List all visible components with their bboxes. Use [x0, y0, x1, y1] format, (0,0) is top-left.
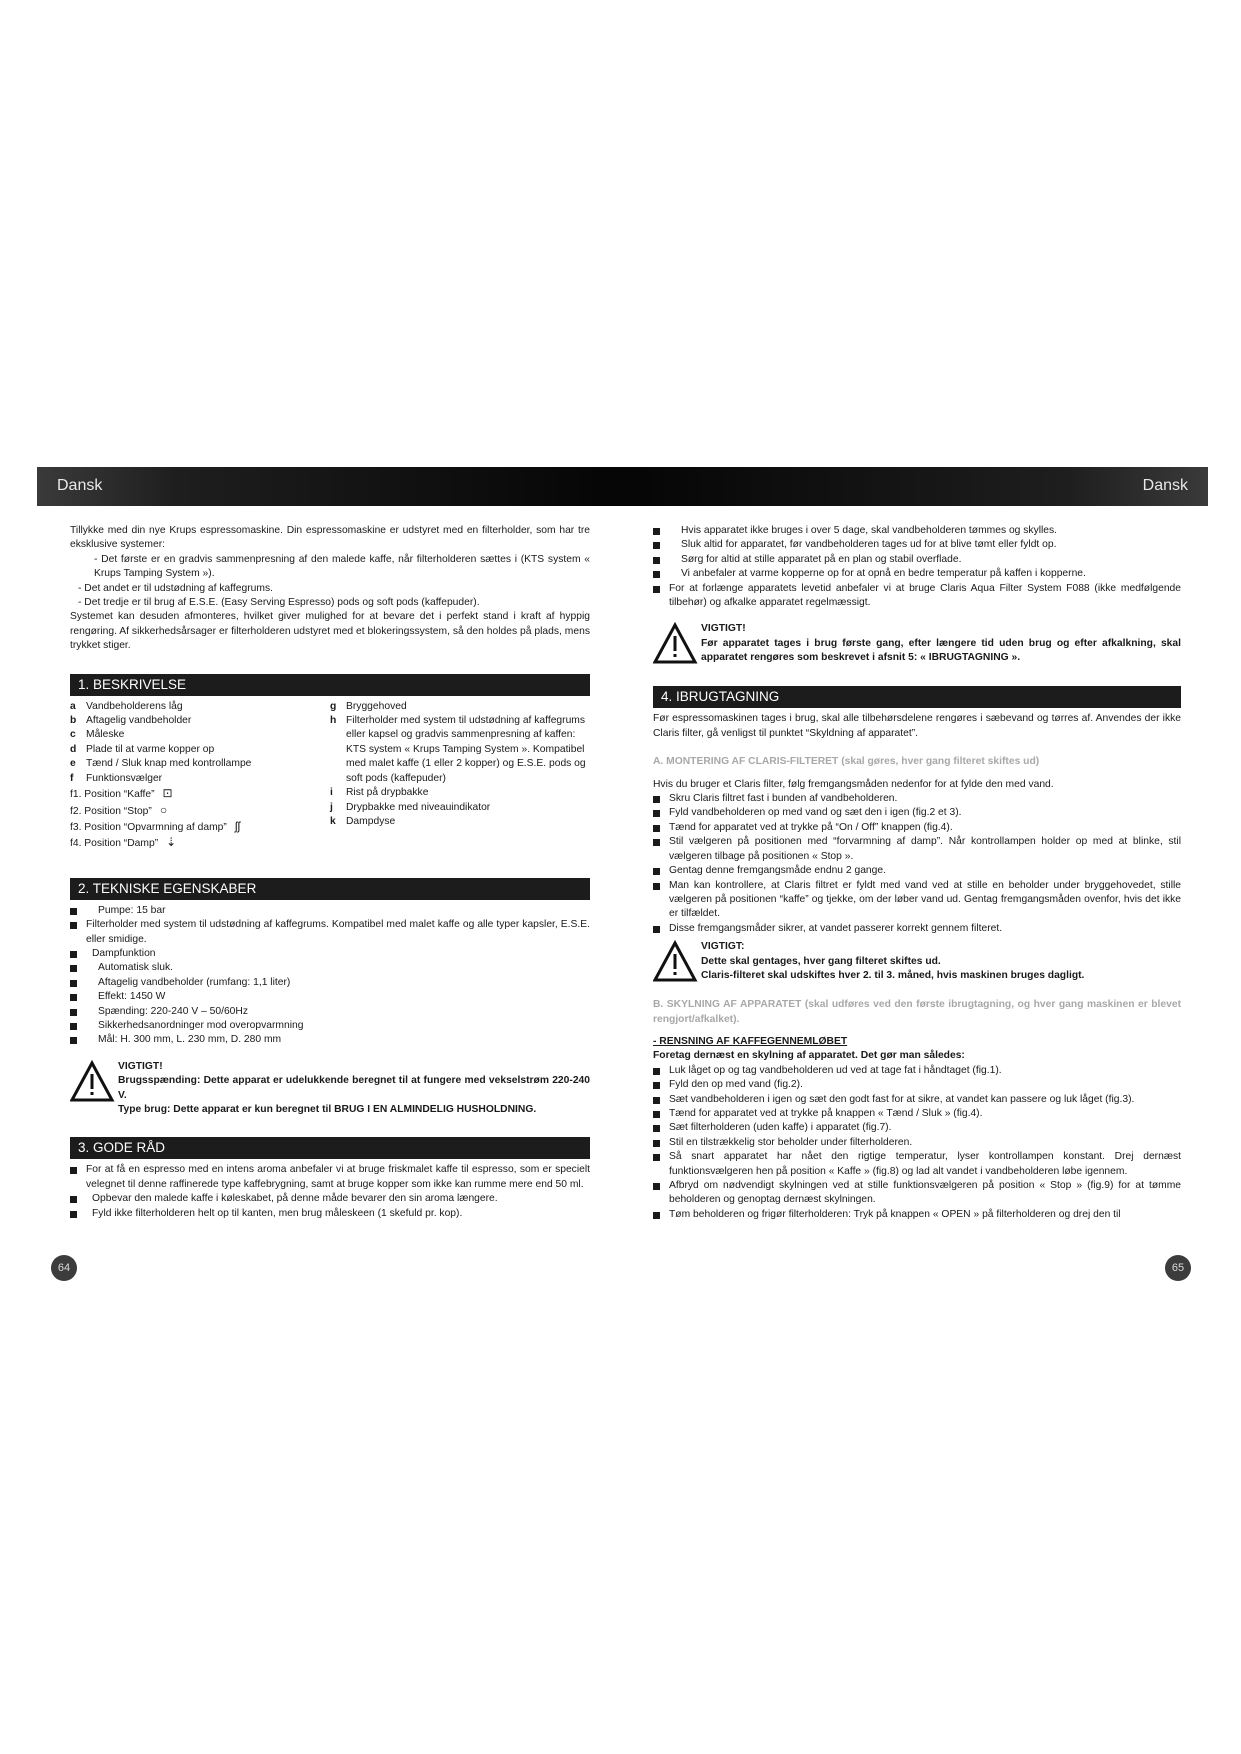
tip-item: Sluk altid for apparatet, før vandbeholderen tages ud for at blive tømt eller fyldt op. [653, 538, 1181, 552]
spec-item: Effekt: 1450 W [70, 990, 590, 1004]
desc-item-j: j Drypbakke med niveauindikator [330, 801, 491, 813]
subsection-b-title: B. SKYLNING AF APPARATET (skal udføres ved den første ibrugtagning, og hver gang maskinen er blevet rengjort/afkalket). [653, 999, 1181, 1025]
left-page [70, 524, 590, 1221]
warning-heading: VIGTIGT! [701, 623, 746, 635]
section-title-gode-rad: 3. GODE RÅD [70, 1137, 590, 1159]
desc-item-d: d Plade til at varme kopper op [70, 743, 215, 755]
subsection-a-intro: Hvis du bruger et Claris filter, følg fremgangsmåden nedenfor for at fylde den med vand. [653, 778, 1054, 790]
page-header-bar [37, 467, 1208, 506]
desc-item-h: h Filterholder med system til udstødning af kaffegrums eller kapsel og gradvis sammenpresning af kaffen: KTS system « Krups Tamping System ». Kompatibel med malet kaffe (1 eller 2 kopper) og E.S.E. pods og soft pods (kaffepuder) [330, 715, 586, 784]
step-item: Stil vælgeren på positionen med “forvarmning af damp”. Når kontrollampen holder op med at blinke, stil vælgeren tilbage på positionen « Stop ». [653, 835, 1181, 864]
step-item: Stil en tilstrækkelig stor beholder under filterholderen. [653, 1136, 1181, 1150]
step-item: Sæt filterholderen (uden kaffe) i apparatet (fig.7). [653, 1121, 1181, 1135]
warning-text: Type brug: Dette apparat er kun beregnet til BRUG I EN ALMINDELIG HUSHOLDNING. [118, 1104, 537, 1115]
stop-circle-icon: ○ [159, 802, 168, 817]
header-language-right: Dansk [1142, 477, 1188, 494]
rensning-heading: - RENSNING AF KAFFEGENNEMLØBET [653, 1035, 848, 1047]
desc-item-f2: f2. Position “Stop” ○ [70, 802, 168, 817]
step-item: Afbryd om nødvendigt skylningen ved at stille funktionsvælgeren på position « Stop » (fig.9) for at tømme beholderen og genoptag dernæst skylningen. [653, 1179, 1181, 1208]
desc-item-i: i Rist på drypbakke [330, 787, 429, 799]
steam-icon: ⇣ [166, 835, 177, 850]
desc-item-f1: f1. Position “Kaffe” ⊡ [70, 786, 173, 801]
warning-heading: VIGTIGT: [701, 941, 745, 953]
step-item: Luk låget op og tag vandbeholderen ud ved at tage fat i håndtaget (fig.1). [653, 1064, 1181, 1078]
step-item: Fyld vandbeholderen op med vand og sæt den i igen (fig.2 et 3). [653, 806, 1181, 820]
section-title-beskrivelse: 1. BESKRIVELSE [70, 674, 590, 696]
tip-item: Opbevar den malede kaffe i køleskabet, på denne måde bevarer den sin aroma længere. [70, 1192, 590, 1206]
desc-item-a: a Vandbeholderens låg [70, 700, 183, 712]
section-title-tekniske: 2. TEKNISKE EGENSKABER [70, 878, 590, 900]
page-number-right: 65 [1165, 1255, 1191, 1281]
description-left-column [70, 700, 330, 852]
intro-point-1: - Det første er en gradvis sammenpresning af den malede kaffe, når filterholderen sættes i (KTS system « Krups Tamping System »). [94, 553, 590, 580]
warning-text: Før apparatet tages i brug første gang, efter længere tid uden brug og efter afkalkning, skal apparatet rengøres som beskrevet i afsnit 5: « IBRUGTAGNING ». [701, 637, 1181, 664]
tip-item: Hvis apparatet ikke bruges i over 5 dage, skal vandbeholderen tømmes og skylles. [653, 524, 1181, 538]
tip-item: For at forlænge apparatets levetid anbefaler vi at bruge Claris Aqua Filter System F088 (ikke medfølgende tilbehør) og afkalke apparatet regelmæssigt. [653, 582, 1181, 611]
step-item: Tænd for apparatet ved at trykke på “On / Off” knappen (fig.4). [653, 821, 1181, 835]
subsection-a-title: A. MONTERING AF CLARIS-FILTERET (skal gøres, hver gang filteret skiftes ud) [653, 756, 1040, 768]
warning-text: Claris-filteret skal udskiftes hver 2. til 3. måned, hvis maskinen bruges dagligt. [701, 969, 1085, 981]
intro-point-2: - Det andet er til udstødning af kaffegrums. [78, 582, 273, 594]
step-item: Disse fremgangsmåder sikrer, at vandet passerer korrekt gennem filteret. [653, 922, 1181, 936]
description-list [70, 700, 590, 852]
warning-text: Brugsspænding: Dette apparat er udelukkende beregnet til at fungere med vekselstrøm 220-240 V. [118, 1075, 590, 1101]
spec-item: Dampfunktion [70, 947, 590, 961]
ibrugtagning-intro: Før espressomaskinen tages i brug, skal alle tilbehørsdelene rengøres i sæbevand og tørres af. Anvendes der ikke Claris filter, gå venligst til punktet “Skyldning af apparatet”. [653, 713, 1181, 739]
coffee-cup-icon: ⊡ [162, 786, 173, 801]
warning-heading: VIGTIGT! [118, 1060, 163, 1072]
intro-closing: Systemet kan desuden afmonteres, hvilket giver mulighed for at bevare det i perfekt stand i kraft af hyppig rengøring. Af sikkerhedsårsager er filterholderen udstyret med et blokeringssystem, så den holdes på plads, mens trykket stiger. [70, 611, 590, 652]
desc-item-b: b Aftagelig vandbeholder [70, 715, 192, 727]
step-item: Tøm beholderen og frigør filterholderen: Tryk på knappen « OPEN » på filterholderen og drej den til [653, 1208, 1181, 1222]
warning-triangle-icon [653, 940, 701, 984]
tip-item: Sørg for altid at stille apparatet på en plan og stabil overflade. [653, 553, 1181, 567]
desc-item-f3: f3. Position “Opvarmning af damp” ʃʃ [70, 818, 241, 833]
page-number-left: 64 [51, 1255, 77, 1281]
warning-voltage [70, 1060, 590, 1118]
step-item: Sæt vandbeholderen i igen og sæt den godt fast for at sikre, at vandet kan passere og luk låget (fig.3). [653, 1093, 1181, 1107]
desc-item-k: k Dampdyse [330, 815, 396, 827]
warning-triangle-icon [70, 1060, 118, 1104]
warning-text: Dette skal gentages, hver gang filteret skiftes ud. [701, 955, 941, 967]
spec-item: Aftagelig vandbeholder (rumfang: 1,1 liter) [70, 976, 590, 990]
spec-item: Pumpe: 15 bar [70, 904, 590, 918]
tip-item: Vi anbefaler at varme kopperne op for at opnå en bedre temperatur på kaffen i kopperne. [653, 567, 1181, 581]
step-item: Tænd for apparatet ved at trykke på knappen « Tænd / Sluk » (fig.4). [653, 1107, 1181, 1121]
desc-item-f: f Funktionsvælger [70, 772, 163, 784]
spec-item: Sikkerhedsanordninger mod overopvarmning [70, 1019, 590, 1033]
step-item: Fyld den op med vand (fig.2). [653, 1078, 1181, 1092]
spec-item: Spænding: 220-240 V – 50/60Hz [70, 1005, 590, 1019]
spec-item: Automatisk sluk. [70, 961, 590, 975]
right-page [653, 524, 1181, 1222]
warning-first-use [653, 622, 1181, 666]
steam-preheat-icon: ʃʃ [234, 818, 241, 833]
step-item: Skru Claris filtret fast i bunden af vandbeholderen. [653, 792, 1181, 806]
desc-item-c: c Måleske [70, 729, 125, 741]
step-item: Gentag denne fremgangsmåde endnu 2 gange. [653, 864, 1181, 878]
step-item: Så snart apparatet har nået den rigtige temperatur, lyser kontrollampen konstant. Drej dernæst funktionsvælgeren hen på position « Kaffe » (fig.8) og lad alt vandet i vandbeholderen løbe igennem. [653, 1150, 1181, 1179]
spec-item: Mål: H. 300 mm, L. 230 mm, D. 280 mm [70, 1033, 590, 1047]
tip-item: Fyld ikke filterholderen helt op til kanten, men brug måleskeen (1 skefuld pr. kop). [70, 1207, 590, 1221]
warning-triangle-icon [653, 622, 701, 666]
intro-point-3: - Det tredje er til brug af E.S.E. (Easy Serving Espresso) pods og soft pods (kaffepuder). [78, 597, 480, 609]
header-language-left: Dansk [57, 477, 103, 494]
step-item: Man kan kontrollere, at Claris filtret er fyldt med vand ved at stille en beholder under bryggehovedet, stille vælgeren på positionen “kaffe” og tjekke, om der løber vand ud. Gentag fremgangsmåden ovenfor, hvis det ikke er tilfældet. [653, 879, 1181, 922]
tip-item: For at få en espresso med en intens aroma anbefaler vi at bruge friskmalet kaffe til espresso, som er specielt velegnet til denne raffinerede type kaffebrygning, samt at bruge kopper som ikke kan rumme mere end 50 ml. [70, 1163, 590, 1192]
desc-item-g: g Bryggehoved [330, 700, 407, 712]
rensning-subheading: Foretag dernæst en skylning af apparatet. Det gør man således: [653, 1050, 965, 1062]
description-right-column [330, 700, 590, 852]
spec-item: Filterholder med system til udstødning af kaffegrums. Kompatibel med malet kaffe og alle typer kapsler, E.S.E. eller smidige. [70, 918, 590, 947]
warning-claris [653, 940, 1181, 984]
section-title-ibrugtagning: 4. IBRUGTAGNING [653, 686, 1181, 708]
desc-item-f4: f4. Position “Damp” ⇣ [70, 835, 177, 850]
desc-item-e: e Tænd / Sluk knap med kontrollampe [70, 758, 252, 770]
intro-paragraph: Tillykke med din nye Krups espressomaskine. Din espressomaskine er udstyret med en filterholder, som har tre eksklusive systemer: [70, 525, 590, 551]
